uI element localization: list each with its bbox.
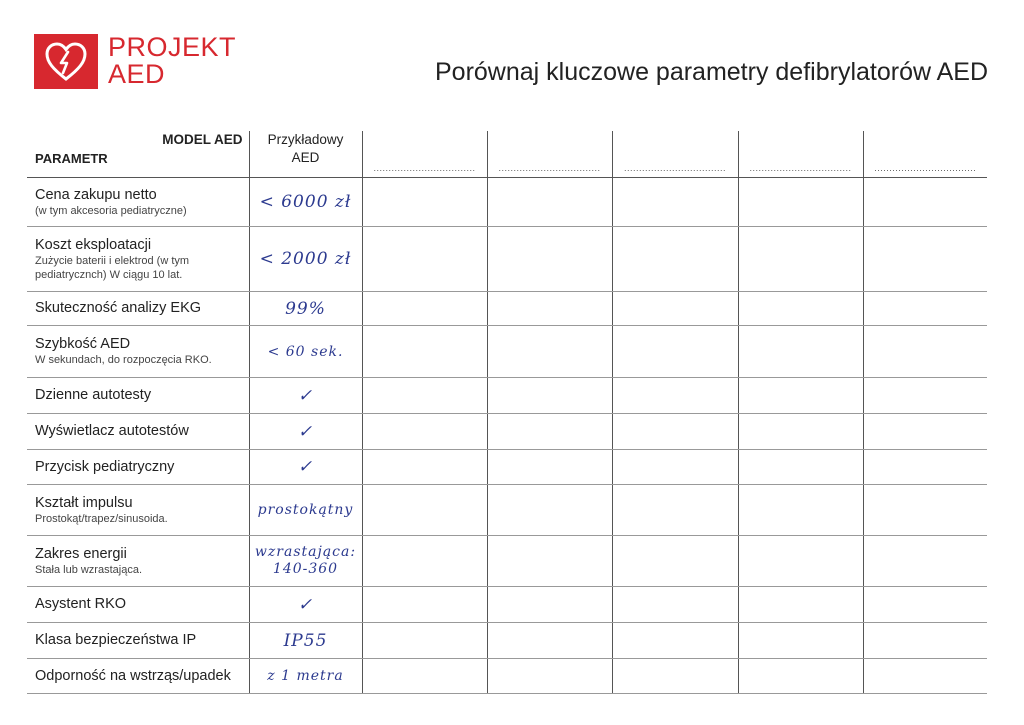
parameter-name: Wyświetlacz autotestów (35, 423, 189, 439)
example-value: IP55 (249, 623, 362, 659)
blank-cell (362, 326, 487, 378)
blank-cell (487, 326, 612, 378)
parameter-name: Cena zakupu netto (35, 186, 157, 203)
parameter-name: Dzienne autotesty (35, 387, 152, 403)
example-value: prostokątny (249, 485, 362, 536)
blank-cell (863, 659, 987, 694)
blank-cell (362, 414, 487, 450)
blank-cell (863, 178, 987, 227)
parameter-name: Koszt eksploatacji (35, 236, 152, 253)
blank-cell (487, 623, 612, 659)
table-row (27, 485, 987, 536)
projekt-aed-logo (34, 34, 236, 89)
parameter-cell (27, 587, 249, 623)
heart-defibrillator-icon (34, 34, 98, 89)
blank-cell (863, 414, 987, 450)
blank-cell (487, 659, 612, 694)
model-column-header: .................................. (487, 131, 612, 178)
parameter-cell (27, 450, 249, 485)
parameter-cell (27, 485, 249, 536)
parameter-cell (27, 227, 249, 292)
parameter-cell (27, 659, 249, 694)
blank-cell (863, 292, 987, 326)
blank-cell (362, 178, 487, 227)
blank-cell (863, 485, 987, 536)
blank-cell (487, 292, 612, 326)
parameter-description: (w tym akcesoria pediatryczne) (35, 204, 187, 217)
parameter-name: Szybkość AED (35, 336, 131, 352)
blank-cell (612, 326, 738, 378)
parameter-description: Prostokąt/trapez/sinusoida. (35, 512, 168, 525)
blank-cell (362, 292, 487, 326)
parameter-name: Skuteczność analizy EKG (35, 300, 202, 316)
blank-cell (612, 623, 738, 659)
parameter-name: Zakres energii (35, 545, 127, 562)
table-row (27, 292, 987, 326)
example-value-line-1: wzrastająca: (254, 544, 357, 560)
logo-text (108, 34, 236, 88)
blank-cell (612, 485, 738, 536)
blank-cell (487, 178, 612, 227)
table-row (27, 623, 987, 659)
blank-cell (738, 485, 863, 536)
example-value: < 6000 zł (249, 178, 362, 227)
blank-cell (738, 587, 863, 623)
blank-cell (612, 450, 738, 485)
blank-cell (362, 623, 487, 659)
blank-cell (362, 227, 487, 292)
blank-cell (738, 292, 863, 326)
header-corner-cell (27, 131, 249, 178)
table-row (27, 536, 987, 587)
blank-cell (738, 326, 863, 378)
model-column-header: .................................. (863, 131, 987, 178)
table-row (27, 587, 987, 623)
check-mark-icon: ✓ (249, 450, 362, 485)
blank-cell (362, 450, 487, 485)
table-row (27, 414, 987, 450)
blank-cell (362, 378, 487, 414)
page-title: Porównaj kluczowe parametry defibrylatorów AED (434, 58, 988, 86)
model-column-header: .................................. (612, 131, 738, 178)
blank-cell (863, 227, 987, 292)
blank-cell (612, 292, 738, 326)
model-column-header: .................................. (362, 131, 487, 178)
parameter-name: Klasa bezpieczeństwa IP (35, 632, 197, 648)
blank-cell (487, 536, 612, 587)
table-row (27, 378, 987, 414)
blank-cell (738, 178, 863, 227)
model-column-header: .................................. (738, 131, 863, 178)
example-header-line-1: Przykładowy (267, 132, 344, 147)
blank-cell (738, 450, 863, 485)
parameter-cell (27, 378, 249, 414)
table-row (27, 178, 987, 227)
blank-cell (487, 587, 612, 623)
blank-cell (612, 178, 738, 227)
blank-cell (863, 326, 987, 378)
parameter-cell (27, 623, 249, 659)
example-value-line-2: 140-360 (272, 561, 339, 577)
blank-cell (738, 227, 863, 292)
example-aed-header (249, 131, 362, 178)
blank-cell (738, 414, 863, 450)
example-header-line-2: AED (291, 150, 320, 165)
blank-cell (487, 378, 612, 414)
parameter-cell (27, 414, 249, 450)
example-value: < 60 sek. (249, 326, 362, 378)
parameter-name: Kształt impulsu (35, 494, 133, 511)
parameter-name: Odporność na wstrząs/upadek (35, 667, 231, 684)
blank-cell (612, 659, 738, 694)
table-row (27, 450, 987, 485)
blank-cell (738, 623, 863, 659)
parameter-description: W sekundach, do rozpoczęcia RKO. (35, 354, 212, 366)
check-mark-icon: ✓ (249, 414, 362, 450)
parameter-cell (27, 326, 249, 378)
check-mark-icon: ✓ (249, 378, 362, 414)
blank-cell (362, 659, 487, 694)
blank-cell (362, 587, 487, 623)
comparison-table (27, 131, 987, 694)
blank-cell (612, 536, 738, 587)
blank-cell (487, 485, 612, 536)
blank-cell (612, 414, 738, 450)
table-row (27, 227, 987, 292)
blank-cell (738, 378, 863, 414)
example-value: 99% (249, 292, 362, 326)
blank-cell (362, 536, 487, 587)
blank-cell (863, 450, 987, 485)
check-mark-icon: ✓ (249, 587, 362, 623)
table-row (27, 659, 987, 694)
parameter-description: Zużycie baterii i elektrod (w tym pediatrycznch) W ciągu 10 lat. (35, 254, 190, 281)
parameter-description: Stała lub wzrastająca. (35, 563, 142, 576)
example-value: z 1 metra (249, 659, 362, 694)
parameter-name: Przycisk pediatryczny (35, 458, 175, 475)
blank-cell (863, 587, 987, 623)
blank-cell (612, 227, 738, 292)
parameter-cell (27, 536, 249, 587)
example-value (249, 536, 362, 587)
parameter-name: Asystent RKO (35, 596, 127, 612)
table-row (27, 326, 987, 378)
example-value: < 2000 zł (249, 227, 362, 292)
model-aed-label: MODEL AED (162, 132, 243, 147)
parameter-cell (27, 178, 249, 227)
blank-cell (738, 659, 863, 694)
parametr-label: PARAMETR (35, 151, 108, 166)
parameter-cell (27, 292, 249, 326)
blank-cell (612, 587, 738, 623)
header-row (27, 131, 987, 178)
blank-cell (863, 623, 987, 659)
blank-cell (487, 414, 612, 450)
blank-cell (863, 536, 987, 587)
blank-cell (362, 485, 487, 536)
blank-cell (612, 378, 738, 414)
logo-line-2: AED (108, 59, 166, 89)
logo-line-1: PROJEKT (108, 32, 237, 62)
blank-cell (487, 227, 612, 292)
blank-cell (863, 378, 987, 414)
blank-cell (738, 536, 863, 587)
blank-cell (487, 450, 612, 485)
